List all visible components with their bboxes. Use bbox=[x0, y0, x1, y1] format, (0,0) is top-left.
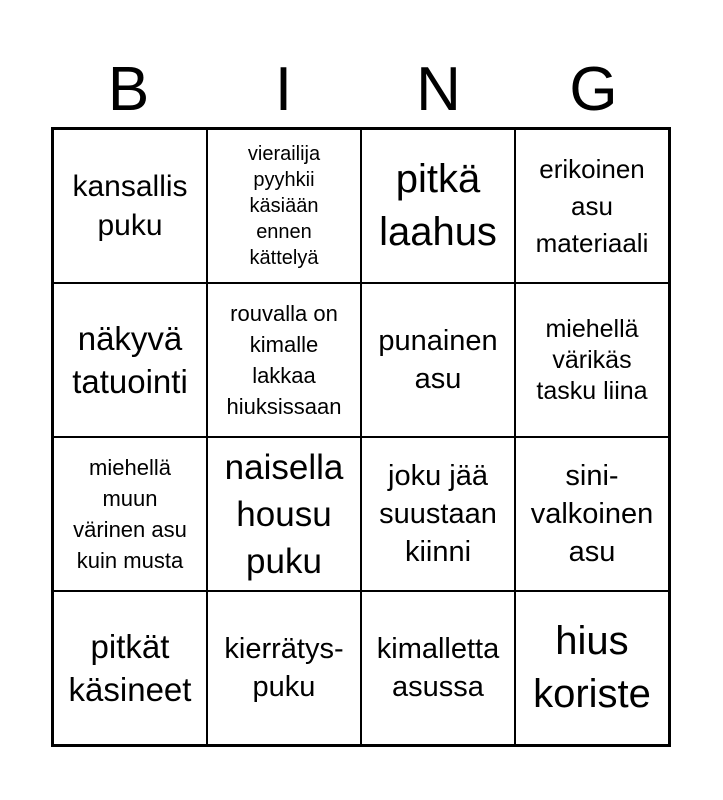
header-letter-n: N bbox=[416, 55, 461, 124]
cell-text: miehellä värikäs tasku liina bbox=[536, 314, 648, 405]
cell-text: näkyvä tatuointi bbox=[72, 320, 188, 400]
cell-text: kansallis puku bbox=[72, 170, 188, 242]
header-letter-i: I bbox=[274, 55, 293, 124]
header-letter-g: G bbox=[569, 55, 618, 124]
bingo-header bbox=[51, 52, 671, 128]
bingo-cell-16[interactable] bbox=[515, 591, 669, 745]
bingo-cell-3[interactable] bbox=[361, 129, 515, 283]
bingo-cell-4[interactable] bbox=[515, 129, 669, 283]
bingo-cell-10[interactable] bbox=[207, 437, 361, 591]
bingo-cell-14[interactable] bbox=[207, 591, 361, 745]
cell-text: kierrätys- puku bbox=[224, 633, 344, 703]
cell-text: miehellä muun värinen asu kuin musta bbox=[73, 455, 187, 573]
header-letter-b: B bbox=[107, 55, 150, 124]
bingo-cell-7[interactable] bbox=[361, 283, 515, 437]
bingo-cell-11[interactable] bbox=[361, 437, 515, 591]
cell-text: pitkät käsineet bbox=[68, 628, 192, 708]
cell-text: naisella housu puku bbox=[224, 447, 344, 581]
cell-text: pitkä laahus bbox=[379, 157, 497, 254]
cell-text: punainen asu bbox=[378, 325, 498, 395]
bingo-board bbox=[51, 127, 671, 747]
cell-text: kimalletta asussa bbox=[376, 633, 500, 703]
bingo-cell-1[interactable] bbox=[53, 129, 207, 283]
cell-text: sini- valkoinen asu bbox=[530, 460, 654, 568]
bingo-cell-8[interactable] bbox=[515, 283, 669, 437]
cell-text: rouvalla on kimalle lakkaa hiuksissaan bbox=[226, 301, 342, 419]
cell-text: joku jää suustaan kiinni bbox=[379, 460, 497, 568]
bingo-cell-12[interactable] bbox=[515, 437, 669, 591]
bingo-cell-9[interactable] bbox=[53, 437, 207, 591]
bingo-cell-13[interactable] bbox=[53, 591, 207, 745]
cell-text: vierailija pyyhkii käsiään ennen kättelyä bbox=[247, 143, 321, 269]
bingo-cell-2[interactable] bbox=[207, 129, 361, 283]
cell-text: hius koriste bbox=[533, 619, 651, 716]
bingo-cell-5[interactable] bbox=[53, 283, 207, 437]
bingo-cell-15[interactable] bbox=[361, 591, 515, 745]
cell-text: erikoinen asu materiaali bbox=[535, 153, 649, 258]
bingo-cell-6[interactable] bbox=[207, 283, 361, 437]
